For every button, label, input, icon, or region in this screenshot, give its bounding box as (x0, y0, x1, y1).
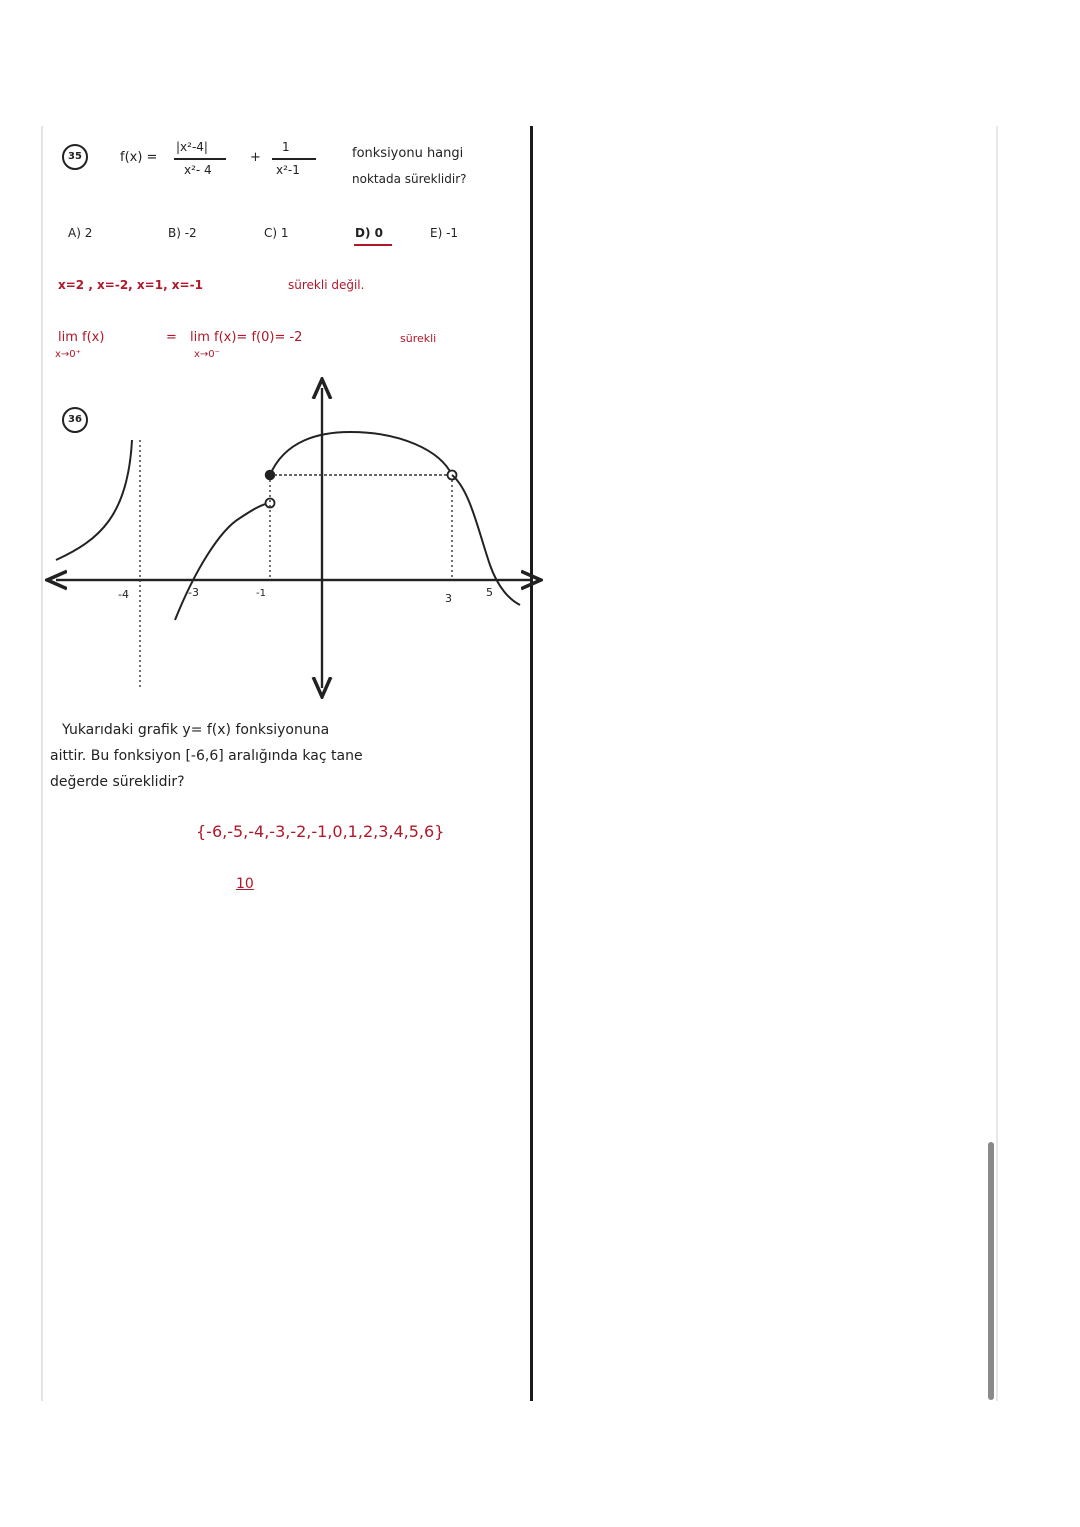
answer-count: 10 (236, 876, 254, 892)
work-discontinuity-note: sürekli değil. (288, 278, 365, 292)
question35-line2: noktada süreklidir? (352, 172, 467, 186)
axis-label-5: 5 (486, 586, 493, 599)
question36-line3: değerde süreklidir? (50, 774, 185, 790)
work-equals: = (166, 330, 177, 345)
fraction1-denominator: x²- 4 (184, 163, 212, 177)
curve-top-arc (270, 432, 452, 475)
plus-sign: + (250, 150, 261, 165)
function-prefix: f(x) = (120, 150, 158, 165)
option-e: E) -1 (430, 226, 459, 240)
question35-line1: fonksiyonu hangi (352, 146, 464, 161)
work-limit-left: lim f(x)= f(0)= -2 (190, 330, 303, 345)
function-graph (0, 0, 1080, 720)
work-limit-right: lim f(x) (58, 330, 105, 345)
fraction2-denominator: x²-1 (276, 163, 300, 177)
axis-label-neg3: -3 (188, 586, 199, 599)
question-number-35: 35 (62, 144, 88, 170)
work-limit-left-sub: x→0⁻ (194, 349, 220, 360)
scrollbar-thumb[interactable] (988, 1142, 994, 1400)
answer-set: {-6,-5,-4,-3,-2,-1,0,1,2,3,4,5,6} (196, 822, 445, 841)
question36-line2: aittir. Bu fonksiyon [-6,6] aralığında kaç tane (50, 748, 363, 764)
question36-line1: Yukarıdaki grafik y= f(x) fonksiyonuna (62, 722, 330, 738)
axis-label-3: 3 (445, 592, 452, 605)
work-limit-right-sub: x→0⁺ (55, 349, 81, 360)
option-a: A) 2 (68, 226, 93, 240)
fraction1-numerator: |x²-4| (176, 140, 208, 154)
option-d: D) 0 (355, 226, 383, 240)
work-continuous-note: sürekli (400, 332, 437, 345)
curve-middle-branch (175, 503, 270, 620)
axis-label-neg1: -1 (256, 588, 266, 599)
fraction2-numerator: 1 (282, 140, 290, 154)
curve-left-branch (56, 440, 132, 560)
option-c: C) 1 (264, 226, 289, 240)
option-b: B) -2 (168, 226, 197, 240)
axis-label-neg4: -4 (118, 588, 129, 601)
closed-point-left (266, 471, 275, 480)
question-number-36: 36 (62, 407, 88, 433)
work-discontinuities: x=2 , x=-2, x=1, x=-1 (58, 278, 203, 292)
